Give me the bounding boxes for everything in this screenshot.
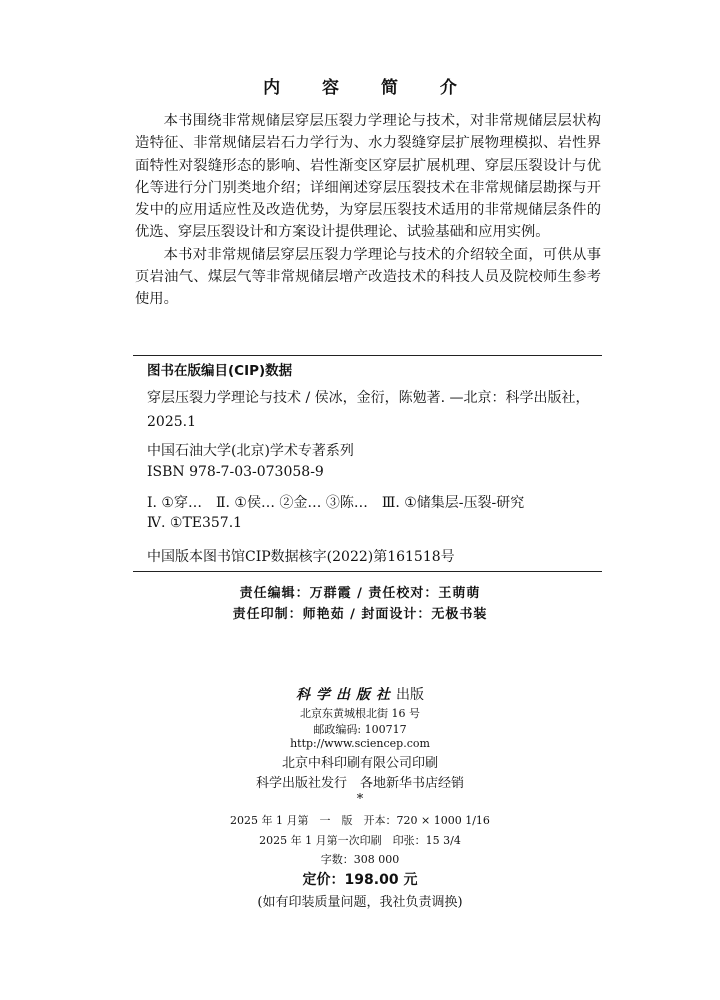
publisher-name-suffix: 出版 bbox=[396, 687, 424, 703]
cip-main-entry-line2: 2025.1 bbox=[147, 414, 196, 430]
cip-heading: 图书在版编目(CIP)数据 bbox=[147, 363, 293, 379]
word-count-line: 字数：308 000 bbox=[320, 853, 400, 866]
edition-line: 2025 年 1 月第 一 版 开本：720 × 1000 1/16 bbox=[230, 814, 490, 827]
printer-line: 北京中科印刷有限公司印刷 bbox=[281, 756, 438, 771]
publisher-name: 科学出版社 bbox=[296, 687, 396, 703]
publisher-url: http://www.sciencep.com bbox=[290, 737, 430, 750]
summary-paragraph-1: 本书围绕非常规储层穿层压裂力学理论与技术，对非常规储层层状构造特征、非常规储层岩石力学行为、水力裂缝穿层扩展物理模拟、岩性界面特性对裂缝形态的影响、岩性渐变区穿层扩展机理、穿层压裂设计与优化等进行分门别类地介绍；详细阐述穿层压裂技术在非常规储层勘探与开发中的应用适应性及改造优势，为穿层压裂技术适用的非常规储层条件的优选、穿层压裂设计和方案设计提供理论、试验基础和应用实例。 bbox=[135, 113, 601, 241]
credits-line1: 责任编辑：万群霞 / 责任校对：王萌萌 bbox=[239, 586, 481, 601]
printing-line: 2025 年 1 月第一次印刷 印张：15 3/4 bbox=[259, 834, 461, 847]
cip-subjects-line1: Ⅰ. ①穿… Ⅱ. ①侯… ②金… ③陈… Ⅲ. ①储集层-压裂-研究 bbox=[147, 495, 525, 511]
publisher-address: 北京东黄城根北街 16 号 bbox=[300, 707, 420, 720]
cip-isbn: ISBN 978-7-03-073058-9 bbox=[147, 464, 324, 480]
summary-body bbox=[135, 110, 601, 311]
cip-series: 中国石油大学(北京)学术专著系列 bbox=[147, 443, 354, 459]
summary-paragraph-2: 本书对非常规储层穿层压裂力学理论与技术的介绍较全面，可供从事页岩油气、煤层气等非常规储层增产改造技术的科技人员及院校师生参考使用。 bbox=[135, 246, 601, 308]
cip-bottom-rule bbox=[133, 571, 602, 572]
credits-line2: 责任印制：师艳茹 / 封面设计：无极书装 bbox=[232, 607, 488, 622]
price-line: 定价：198.00 元 bbox=[302, 872, 418, 888]
publisher-line bbox=[0, 684, 720, 704]
cip-top-rule bbox=[133, 355, 602, 356]
separator-star: * bbox=[356, 792, 364, 807]
distribution-line: 科学出版社发行 各地新华书店经销 bbox=[255, 776, 464, 791]
summary-title: 内 容 简 介 bbox=[263, 78, 475, 98]
quality-notice: (如有印装质量问题，我社负责调换) bbox=[257, 895, 463, 910]
cip-number: 中国版本图书馆CIP数据核字(2022)第161518号 bbox=[147, 549, 455, 565]
cip-subjects-line2: Ⅳ. ①TE357.1 bbox=[147, 515, 243, 531]
cip-main-entry-line1: 穿层压裂力学理论与技术 / 侯冰，金衍，陈勉著. —北京：科学出版社， bbox=[147, 390, 590, 406]
publisher-postcode: 邮政编码: 100717 bbox=[313, 723, 407, 736]
